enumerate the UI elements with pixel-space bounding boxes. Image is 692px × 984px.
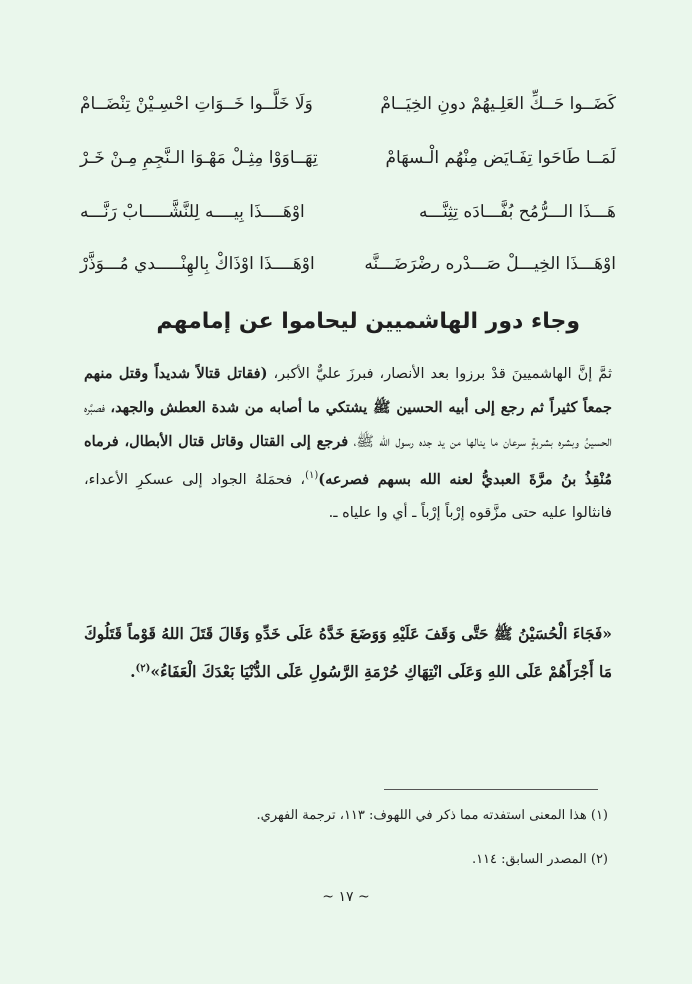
paragraph-text: ، فحمَلهُ الجواد إلى عسكرِ الأعداء، فانثالوا عليه حتى مزَّقوه إرْباً إرْباً ـ أي وا علياه ـ.	[84, 471, 612, 521]
paragraph-text: ثمَّ إنَّ الهاشميينَ قدْ برزوا بعد الأنصار، فبرزَ عليٌّ الأكبر،	[267, 366, 612, 382]
verse-first-hemistich: هَـــذَا الـــرُّمُح بُفَّـــادَه تِثِنَّـــه	[418, 202, 616, 222]
verse-first-hemistich: اوْهَـــذَا الخِيـــلْ صَـــدْره رضْرَضَـــنَّه	[364, 254, 616, 274]
quote-end: .	[130, 662, 136, 682]
verse-second-hemistich: اوْهَــــذَا اوْذَاكْ بِالهِنْـــــدي مُـــوَذَّرْ	[80, 254, 315, 274]
verse-second-hemistich: تِهَــاوَوْا مِثِـلْ مَهْـوَا الـنَّجِمِ مِـنْ خَـرْ	[80, 148, 318, 168]
poem-verse	[80, 138, 616, 178]
poem-verse	[80, 84, 616, 124]
footnote: (١) هذا المعنى استفدته مما ذكر في اللهوف: ١١٣، ترجمة الفهري.	[256, 808, 608, 823]
verse-second-hemistich: وَلَا خَلَّــوا خَــوَاتِ احْسِـيْنْ تِنْضَــامْ	[80, 94, 313, 114]
paragraph-bold-text: فرجع إلى القتال وقاتل قتال الأبطال، فرماه مُنْقِذُ بنُ مرَّةَ العبديُّ لعنه الله بسهم فصرعه)	[84, 433, 612, 488]
footnote-divider	[384, 789, 598, 790]
footnote: (٢) المصدر السابق: ١١٤.	[471, 852, 608, 867]
verse-second-hemistich: اوْهَــــذَا بِيــــه لِلنَّشَّـــــابْ رَنَّـــه	[80, 202, 305, 222]
quote-block	[84, 616, 612, 689]
verse-first-hemistich: كَضَــوا حَــكِّ العَلِـيهُمْ دونِ الخِيَــامْ	[380, 94, 616, 114]
footnote-ref: (١)	[305, 470, 319, 481]
paragraph-text: فصبَّره الحسينُ وبشره بشربةٍ سرعان ما ينالها من يد جده رسول الله ﷺ،	[84, 400, 612, 450]
poem-verse	[80, 244, 616, 284]
footnote-ref: (٢)	[135, 663, 151, 674]
page-number: ~ ١٧ ~	[322, 889, 370, 905]
poem-verse	[80, 192, 616, 232]
quote-text: «فَجَاءَ الْحُسَيْنُ ﷺ حَتَّى وَقَفَ عَلَيْهِ وَوَضَعَ خَدَّهُ عَلَى خَدِّهِ وَقَالَ قَتَلَ اللهُ قَوْماً قَتَلُوكَ مَا أَجْرَأَهُمْ عَلَى اللهِ وَعَلَى انْتِهَاكِ حُرْمَةِ الرَّسُولِ عَلَى الدُّنْيَا بَعْدَكَ الْعَفَاءُ»	[84, 624, 612, 682]
body-paragraph	[84, 357, 612, 530]
verse-first-hemistich: لَمَــا طَاحَوا تِفَـايَض مِنْهُم الْـسهَامْ	[385, 148, 616, 168]
paragraph-bold-text: (فقاتل قتالاً شديداً وقتل منهم جمعاً كثيراً ثم رجع إلى أبيه الحسين ﷺ يشتكي ما أصابه من شدة العطش والجهد،	[84, 365, 612, 416]
section-heading: وجاء دور الهاشميين ليحاموا عن إمامهم	[156, 309, 580, 334]
